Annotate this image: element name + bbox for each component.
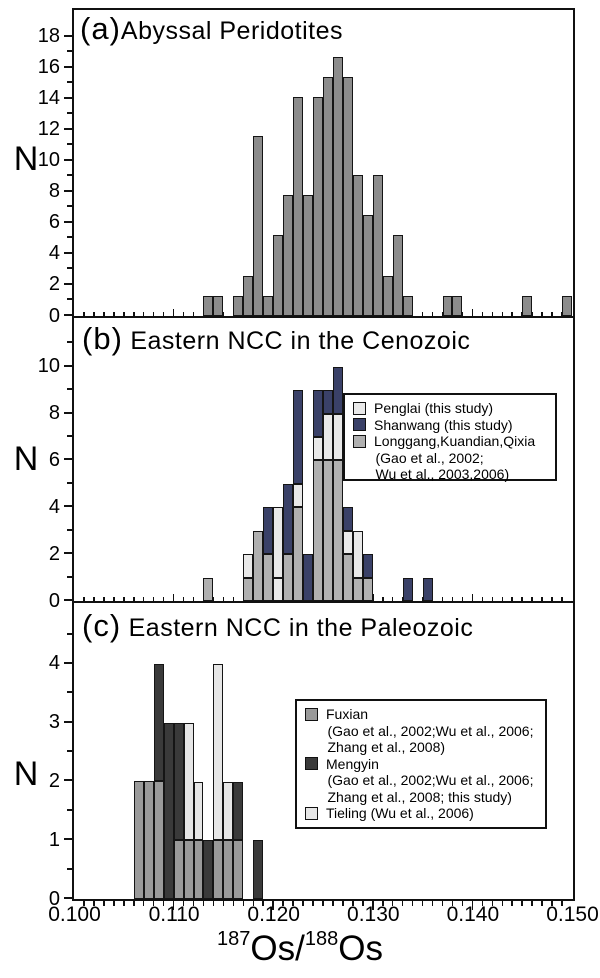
histogram-bar-segment-abyssal	[363, 215, 373, 316]
y-minor-tick	[67, 482, 72, 484]
legend-row	[304, 723, 539, 740]
y-tick-label: 0	[48, 887, 60, 910]
histogram-bar-segment-shanwang	[323, 390, 333, 413]
y-major-tick	[64, 458, 72, 460]
y-minor-tick	[67, 143, 72, 145]
y-tick-label: 2	[48, 542, 60, 565]
legend-swatch-tieling	[305, 807, 318, 820]
y-minor-tick	[67, 633, 72, 635]
y-tick-label: 14	[37, 87, 60, 110]
y-tick-label: 8	[48, 180, 60, 203]
histogram-bar-segment-shanwang	[423, 578, 433, 601]
histogram-bar-segment-abyssal	[333, 57, 343, 316]
histogram-bar-segment-abyssal	[303, 195, 313, 316]
y-tick-label: 6	[48, 448, 60, 471]
panel-c-title	[82, 608, 473, 644]
x-axis-title-end: Os	[338, 929, 383, 968]
y-tick-label: 16	[37, 56, 60, 79]
y-tick-label: 2	[48, 273, 60, 296]
histogram-bar-segment-abyssal	[373, 175, 383, 316]
y-tick-label: 0	[48, 304, 60, 327]
x-minor-tick	[312, 901, 314, 906]
legend-row	[352, 466, 549, 483]
histogram-bar-segment-longgang	[313, 460, 323, 601]
y-minor-tick	[67, 750, 72, 752]
x-minor-tick	[412, 901, 414, 906]
histogram-bar-segment-abyssal	[452, 296, 462, 316]
histogram-bar-segment-fuxian	[154, 781, 164, 899]
histogram-bar-segment-shanwang	[263, 507, 273, 554]
legend-row	[352, 417, 549, 434]
legend-panel-b	[343, 393, 557, 481]
histogram-bar-segment-fuxian	[144, 781, 154, 899]
histogram-bar-segment-longgang	[333, 460, 343, 601]
x-major-tick	[472, 594, 474, 601]
histogram-bar-segment-abyssal	[203, 296, 213, 316]
y-major-tick	[64, 221, 72, 223]
histogram-bar-segment-abyssal	[243, 276, 253, 316]
histogram-bar-segment-abyssal	[263, 296, 273, 316]
y-major-tick	[64, 97, 72, 99]
histogram-bar-segment-mengyin	[233, 782, 243, 841]
y-axis-label-c: N	[13, 755, 39, 793]
y-axis-label-a: N	[13, 140, 39, 178]
histogram-bar-segment-longgang	[293, 507, 303, 601]
y-major-tick	[64, 314, 72, 316]
y-tick-label: 8	[48, 402, 60, 425]
y-major-tick	[64, 721, 72, 723]
x-minor-tick	[233, 901, 235, 906]
x-minor-tick	[223, 901, 225, 906]
histogram-bar-segment-abyssal	[283, 195, 293, 316]
histogram-bar-segment-fuxian	[184, 840, 194, 899]
histogram-bar-segment-tieling	[213, 664, 223, 840]
legend-swatch-shanwang	[353, 418, 366, 431]
x-minor-tick	[213, 901, 215, 906]
y-minor-tick	[67, 112, 72, 114]
legend-label: Tieling (Wu et al., 2006)	[326, 805, 474, 821]
x-minor-tick	[521, 901, 523, 906]
legend-label: Longgang,Kuandian,Qixia	[374, 433, 536, 449]
x-tick-label: 0.120	[247, 903, 300, 926]
histogram-bar-segment-mengyin	[203, 840, 213, 899]
histogram-bar-segment-abyssal	[393, 235, 403, 316]
x-major-tick	[173, 594, 175, 601]
y-major-tick	[64, 552, 72, 554]
histogram-bar-segment-penglai	[243, 554, 253, 577]
histogram-bar-segment-abyssal	[273, 235, 283, 316]
y-minor-tick	[67, 435, 72, 437]
panel-a-plot-area	[74, 10, 573, 316]
y-minor-tick	[67, 81, 72, 83]
histogram-bar-segment-abyssal	[213, 296, 223, 316]
legend-row	[352, 400, 549, 417]
y-major-tick	[64, 662, 72, 664]
histogram-bar-segment-longgang	[363, 578, 373, 601]
y-major-tick	[64, 283, 72, 285]
legend-label: Fuxian	[326, 706, 369, 722]
x-minor-tick	[432, 901, 434, 906]
panel-b-tag: (b)	[82, 321, 123, 356]
legend-label: (Gao et al., 2002;	[375, 449, 484, 466]
y-minor-tick	[67, 868, 72, 870]
histogram-bar-segment-shanwang	[313, 390, 323, 437]
histogram-bar-segment-longgang	[353, 578, 363, 601]
y-minor-tick	[67, 809, 72, 811]
y-minor-tick	[67, 388, 72, 390]
histogram-bar-segment-abyssal	[443, 296, 453, 316]
y-tick-label: 6	[48, 211, 60, 234]
y-minor-tick	[67, 691, 72, 693]
x-axis-title-sup1: 187	[217, 928, 251, 951]
x-tick-label: 0.100	[48, 903, 101, 926]
y-tick-label: 1	[48, 828, 60, 851]
y-tick-label: 4	[48, 242, 60, 265]
y-major-tick	[64, 838, 72, 840]
y-major-tick	[64, 365, 72, 367]
y-major-tick	[64, 412, 72, 414]
legend-row	[304, 805, 539, 822]
histogram-bar-segment-penglai	[293, 484, 303, 507]
histogram-bar-segment-fuxian	[134, 781, 144, 899]
legend-label: Zhang et al., 2008)	[327, 739, 446, 755]
x-major-tick	[472, 309, 474, 316]
y-major-tick	[64, 252, 72, 254]
y-major-tick	[64, 779, 72, 781]
x-minor-tick	[511, 901, 513, 906]
x-minor-tick	[133, 901, 135, 906]
histogram-bar-segment-abyssal	[253, 136, 263, 316]
histogram-bar-segment-longgang	[263, 554, 273, 601]
histogram-bar-segment-abyssal	[562, 296, 572, 316]
y-tick-label: 12	[37, 118, 60, 141]
histogram-bar-segment-penglai	[273, 578, 283, 601]
panel-b-title	[82, 321, 470, 357]
histogram-bar-segment-mengyin	[174, 723, 184, 841]
histogram-bar-segment-fuxian	[174, 840, 184, 899]
legend-swatch-penglai	[353, 402, 366, 415]
legend-row	[352, 450, 549, 467]
y-tick-label: 4	[48, 652, 60, 675]
y-tick-label: 18	[37, 25, 60, 48]
y-major-tick	[64, 599, 72, 601]
legend-label: Wu et al., 2003,2006)	[375, 466, 510, 482]
x-minor-tick	[123, 901, 125, 906]
x-minor-tick	[332, 901, 334, 906]
histogram-bar-segment-shanwang	[343, 507, 353, 530]
y-tick-label: 10	[37, 355, 60, 378]
panel-a-tag: (a)	[80, 11, 121, 46]
y-major-tick	[64, 66, 72, 68]
legend-row	[352, 433, 549, 450]
y-tick-label: 10	[37, 149, 60, 172]
legend-label: Penglai (this study)	[374, 400, 494, 416]
x-tick-label: 0.140	[446, 903, 500, 926]
histogram-bar-segment-penglai	[273, 507, 283, 577]
y-major-tick	[64, 35, 72, 37]
legend-label: (Gao et al., 2002;Wu et al., 2006;	[327, 772, 534, 788]
histogram-bar-segment-tieling	[194, 782, 204, 841]
x-tick-label: 0.110	[148, 903, 200, 926]
y-minor-tick	[67, 298, 72, 300]
panel-c-tag: (c)	[82, 608, 122, 643]
histogram-bar-segment-tieling	[184, 723, 194, 841]
y-minor-tick	[67, 341, 72, 343]
y-minor-tick	[67, 205, 72, 207]
legend-row	[304, 756, 539, 773]
histogram-bar-segment-mengyin	[164, 723, 174, 899]
legend-panel-c	[295, 699, 547, 829]
histogram-bar-segment-mengyin	[154, 664, 164, 782]
panel-c-title-text: Eastern NCC in the Paleozoic	[128, 614, 474, 642]
y-tick-label: 4	[48, 495, 60, 518]
histogram-bar-segment-longgang	[283, 554, 293, 601]
x-tick-label: 0.150	[546, 903, 599, 926]
x-axis-title-mid: Os/	[250, 929, 305, 968]
legend-label: Zhang et al., 2008; this study)	[327, 788, 512, 805]
x-major-tick	[173, 309, 175, 316]
histogram-bar-segment-shanwang	[303, 554, 313, 601]
histogram-bar-segment-longgang	[253, 531, 263, 601]
panel-a-title-text: Abyssal Peridotites	[120, 17, 343, 45]
histogram-bar-segment-shanwang	[293, 390, 303, 484]
legend-swatch-fuxian	[305, 708, 318, 721]
histogram-bar-segment-abyssal	[313, 97, 323, 316]
y-minor-tick	[67, 174, 72, 176]
histogram-bar-segment-shanwang	[363, 554, 373, 577]
histogram-bar-segment-abyssal	[353, 175, 363, 316]
histogram-bar-segment-abyssal	[323, 77, 333, 316]
x-minor-tick	[113, 901, 115, 906]
y-tick-label: 2	[48, 769, 60, 792]
y-major-tick	[64, 505, 72, 507]
y-tick-label: 3	[48, 711, 60, 734]
legend-row	[304, 706, 539, 723]
legend-swatch-longgang	[353, 435, 366, 448]
y-major-tick	[64, 190, 72, 192]
histogram-bar-segment-shanwang	[403, 578, 413, 601]
histogram-bar-segment-penglai	[313, 437, 323, 460]
histogram-bar-segment-shanwang	[283, 484, 293, 554]
panel-a-title	[80, 11, 343, 47]
x-axis-title	[150, 929, 450, 969]
histogram-bar-segment-penglai	[343, 531, 353, 554]
y-axis-label-b: N	[13, 440, 39, 478]
y-minor-tick	[67, 50, 72, 52]
legend-row	[304, 789, 539, 806]
y-major-tick	[64, 128, 72, 130]
legend-label: Mengyin	[326, 755, 379, 772]
histogram-bar-segment-penglai	[333, 414, 343, 461]
histogram-bar-segment-longgang	[203, 578, 213, 601]
y-minor-tick	[67, 267, 72, 269]
histogram-bar-segment-longgang	[343, 554, 353, 601]
histogram-bar-segment-penglai	[353, 531, 363, 578]
histogram-bar-segment-abyssal	[233, 296, 243, 316]
y-minor-tick	[67, 529, 72, 531]
legend-row	[304, 772, 539, 789]
x-axis-title-sup2: 188	[304, 928, 339, 951]
panel-a	[72, 8, 575, 318]
histogram-bar-segment-mengyin	[253, 840, 263, 899]
x-tick-label: 0.130	[347, 903, 400, 926]
y-major-tick	[64, 897, 72, 899]
y-minor-tick	[67, 576, 72, 578]
legend-row	[304, 739, 539, 756]
histogram-bar-segment-longgang	[323, 460, 333, 601]
legend-label: (Gao et al., 2002;Wu et al., 2006;	[327, 722, 534, 739]
x-minor-tick	[531, 901, 533, 906]
histogram-bar-segment-fuxian	[233, 840, 243, 899]
histogram-bar-segment-abyssal	[383, 276, 393, 316]
y-major-tick	[64, 159, 72, 161]
histogram-bar-segment-abyssal	[293, 97, 303, 316]
panel-b-title-text: Eastern NCC in the Cenozoic	[130, 327, 471, 355]
histogram-bar-segment-abyssal	[403, 296, 413, 316]
histogram-bar-segment-tieling	[223, 782, 233, 841]
legend-label: Shanwang (this study)	[374, 416, 513, 433]
x-minor-tick	[322, 901, 324, 906]
y-minor-tick	[67, 236, 72, 238]
histogram-bar-segment-abyssal	[343, 77, 353, 316]
histogram-bar-segment-shanwang	[333, 367, 343, 414]
y-tick-label: 0	[48, 589, 60, 612]
histogram-bar-segment-fuxian	[213, 840, 223, 899]
histogram-bar-segment-fuxian	[194, 840, 204, 899]
histogram-bar-segment-longgang	[243, 578, 253, 601]
legend-swatch-mengyin	[305, 757, 318, 770]
histogram-bar-segment-fuxian	[223, 840, 233, 899]
x-minor-tick	[422, 901, 424, 906]
histogram-bar-segment-abyssal	[522, 296, 532, 316]
histogram-bar-segment-penglai	[323, 414, 333, 461]
